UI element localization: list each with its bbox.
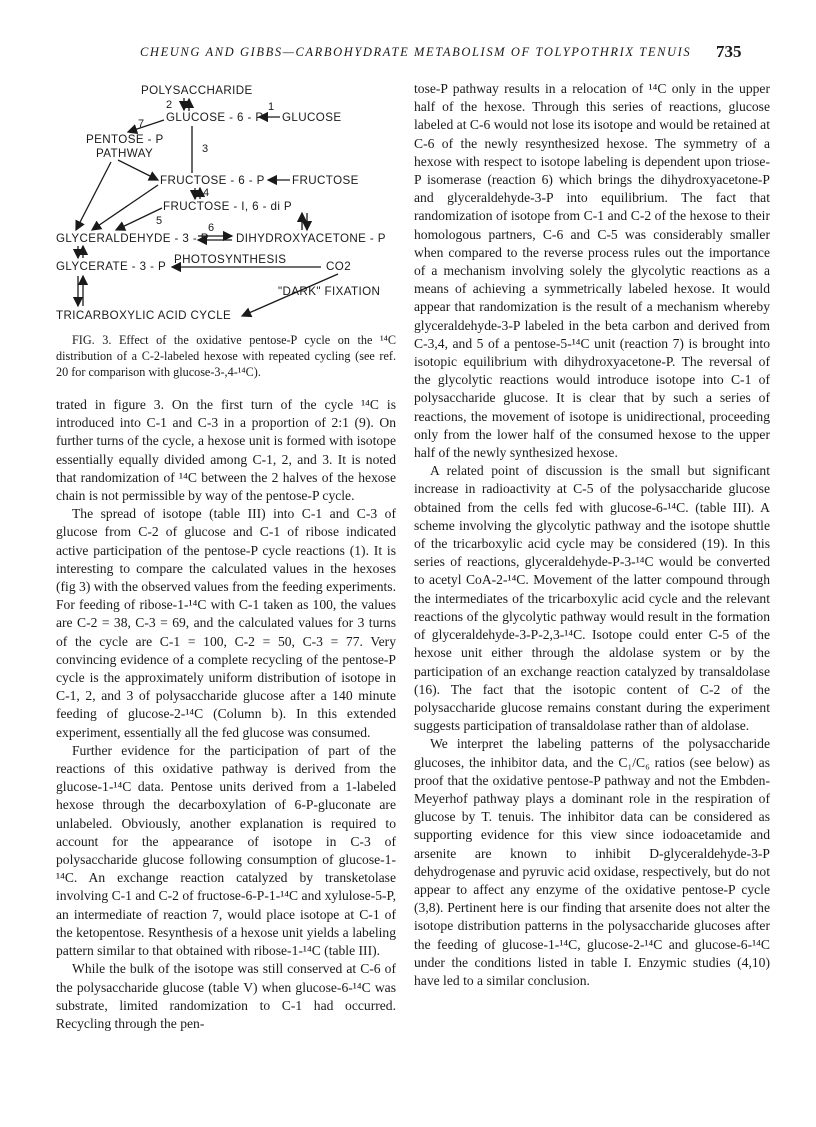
arrow-f6p-to-gap xyxy=(92,185,158,230)
page-number: 735 xyxy=(716,42,742,61)
figure-caption: FIG. 3. Effect of the oxidative pentose-P cycle on the ¹⁴C distribution of a C-2-labeled hexose with repeated cycling (see ref. 20 for comparison with glucose-3-,4-¹⁴C). xyxy=(56,333,396,379)
reaction-number-4: 4 xyxy=(203,187,210,199)
left-paragraph-4: While the bulk of the isotope was still conserved at C-6 of the polysaccharide glucose (table V) when glucose-6-¹⁴C was substrate, limited randomization to C-1 had occurred. Recycling through the pen- xyxy=(56,961,396,1031)
reaction-number-7: 7 xyxy=(138,118,145,130)
arrow-pentose-to-gap xyxy=(76,162,111,230)
label-fructose-6-p: FRUCTOSE - 6 - P xyxy=(160,174,265,187)
label-pathway: PATHWAY xyxy=(96,147,154,160)
label-tca-cycle: TRICARBOXYLIC ACID CYCLE xyxy=(56,309,232,322)
running-title: CHEUNG AND GIBBS—CARBOHYDRATE METABOLISM OF TOLYPOTHRIX TENUIS xyxy=(140,45,692,59)
label-fructose: FRUCTOSE xyxy=(292,174,359,187)
label-glycerate-3-p: GLYCERATE - 3 - P xyxy=(56,260,167,273)
right-paragraph-1: tose-P pathway results in a relocation of ¹⁴C only in the upper half of the hexose. Through this series of reactions, glucose labeled at C-6 would not lose its isotope and would be retained at C-6 of the newly resynthesized hexose. The symmetry of a hexose with respect to isotope labeling is dependent upon triose-P isomerase (reaction 6) which brings the dihydroxyacetone-P and glyceraldehyde-3-P into equilibrium. The fact that randomization of isotope from C-1 and C-2 of the hexose to their homologous partners, C-6 and C-5 was considerably smaller when compared to the reverse process rules out the importance of a mechanism involving solely the glycolytic reactions as a means of achieving a symmetrically labeled hexose. It would appear that randomization is the result of a mechanism whereby glyceraldehyde-3-P labeled in the beta carbon and derived from C-3,4, and 5 of a pentose-5-¹⁴C unit (reaction 7) is brought into isotopic equilibrium with dihydroxyacetone-P. The reversal of the glycolytic reactions would introduce isotope into C-1 of polysaccharide glucose. It is clear that by such a series of reactions, the movement of isotope is unidirectional, proceeding only from the lower half of the consumed hexose to the upper half of the newly synthesized hexose. xyxy=(414,81,770,461)
left-paragraph-1: trated in figure 3. On the first turn of the cycle ¹⁴C is introduced into C-1 and C-3 in a proportion of 2:1 (9). On further turns of the cycle, a hexose unit is formed with isotope essentially equally divided among C-1, 2, and 3. It is noted that randomization of ¹⁴C between the 2 halves of the hexose chain is not permissible by way of the pentose-P cycle. xyxy=(56,397,396,504)
left-column xyxy=(56,80,396,1033)
reaction-number-6: 6 xyxy=(208,222,215,234)
label-glucose: GLUCOSE xyxy=(282,111,342,124)
left-paragraph-3: Further evidence for the participation of part of the reactions of this oxidative pathway is derived from the glucose-1-¹⁴C data. Pentose units derived from a 1-labeled hexose through the decarboxylation of 6-P-gluconate are unlabeled. Obviously, another explanation is required to account for the appearance of isotope in C-3 of polysaccharide glucose following consumption of glucose-1-¹⁴C. An exchange reaction catalyzed by transketolase involving C-1 and C-2 of fructose-6-P-1-¹⁴C and xylulose-5-P, an intermediate of reaction 7, would place isotope at C-1 of the ketopentose. Resynthesis of a hexose unit yields a labeling pattern similar to that obtained with ribose-1-¹⁴C (table III). xyxy=(56,742,396,959)
arrow-pentose-to-f6p xyxy=(118,160,158,180)
label-polysaccharide: POLYSACCHARIDE xyxy=(141,84,253,97)
reaction-number-5: 5 xyxy=(156,215,163,227)
right-paragraph-2: A related point of discussion is the small but significant increase in radioactivity at C-5 of the polysaccharide glucose obtained from the cells fed with glucose-6-¹⁴C. (table III). A scheme involving the glycolytic pathway and the isotope shuttle of the tricarboxylic acid cycle may be considered (19). In this series of reactions, glyceraldehyde-P-3-¹⁴C would be converted to acetyl CoA-2-¹⁴C. Movement of the latter compound through the intermediates of the tricarboxylic acid cycle and the relevant reactions of the glycolytic pathway would result in the formation of glyceraldehyde-3-P-2,3-¹⁴C. Isotope could enter C-5 of the hexose unit either through the aldolase system or by the participation of an exchange reaction catalyzed by transaldolase (16). The fact that the isotopic content of C-2 of the polysaccharide glucose remains constant during the experiment suggests participation of transaldolase rather than of aldolase. xyxy=(414,463,770,734)
label-dihydroxyacetone-p: DIHYDROXYACETONE - P xyxy=(236,232,386,245)
label-photosynthesis: PHOTOSYNTHESIS xyxy=(174,253,287,266)
label-dark-fixation: "DARK" FIXATION xyxy=(278,285,381,298)
label-co2: CO2 xyxy=(326,260,352,273)
reaction-number-3: 3 xyxy=(202,143,209,155)
right-column xyxy=(414,80,770,990)
label-glucose-6-p: GLUCOSE - 6 - P xyxy=(166,111,264,124)
label-glyceraldehyde-3-p: GLYCERALDEHYDE - 3 - P xyxy=(56,232,209,245)
reaction-number-2: 2 xyxy=(166,99,173,111)
label-pentose-p: PENTOSE - P xyxy=(86,133,164,146)
label-fructose-16-dip: FRUCTOSE - I, 6 - di P xyxy=(163,200,293,213)
figure-3-diagram xyxy=(56,80,396,325)
right-paragraph-3: We interpret the labeling patterns of the polysaccharide glucoses, the inhibitor data, and the C₁/C₆ ratios (see below) as proof that the oxidative pentose-P pathway and not the Embden-Meyerhof pathway plays a dominant role in the respiration of glucose by T. tenuis. The inhibitor data can be considered as supporting evidence for this view since iodoacetamide and arsenite are known to inhibit D-glyceraldehyde-3-P dehydrogenase and pyruvic acid oxidase, respectively, but do not appear to affect any enzyme of the oxidative pentose-P cycle (3,8). Pertinent here is our finding that arsenite does not alter the isotope distribution patterns in the polysaccharide glucoses after the feeding of glucose-1-¹⁴C, glucose-2-¹⁴C and glucose-6-¹⁴C under the conditions listed in table I. Enzymic studies (4,10) have led to a similar conclusion. xyxy=(414,736,770,988)
reaction-number-1: 1 xyxy=(268,101,275,113)
arrow-g6p-to-pentose xyxy=(128,120,164,132)
left-paragraph-2: The spread of isotope (table III) into C-1 and C-3 of glucose from C-2 of glucose and C-1 of ribose indicated active participation of the pentose-P cycle reactions (1). It is interesting to compare the calculated values in the hexoses (fig 3) with the observed values from the feeding experiments. For feeding of ribose-1-¹⁴C with C-1 taken as 100, the values are C-2 = 38, C-3 = 69, and the calculated values for 3 turns of the cycle are C-1 = 100, C-2 = 50, C-3 = 77. Very convincing evidence of a complete recycling of the pentose-P cycle is the approximately uniform distribution of isotope in C-1, 2, and 3 of polysaccharide glucose after a 140 minute feeding of glucose-2-¹⁴C (Column b). In this extended experiment, essentially all the fed glucose was consumed. xyxy=(56,506,396,740)
